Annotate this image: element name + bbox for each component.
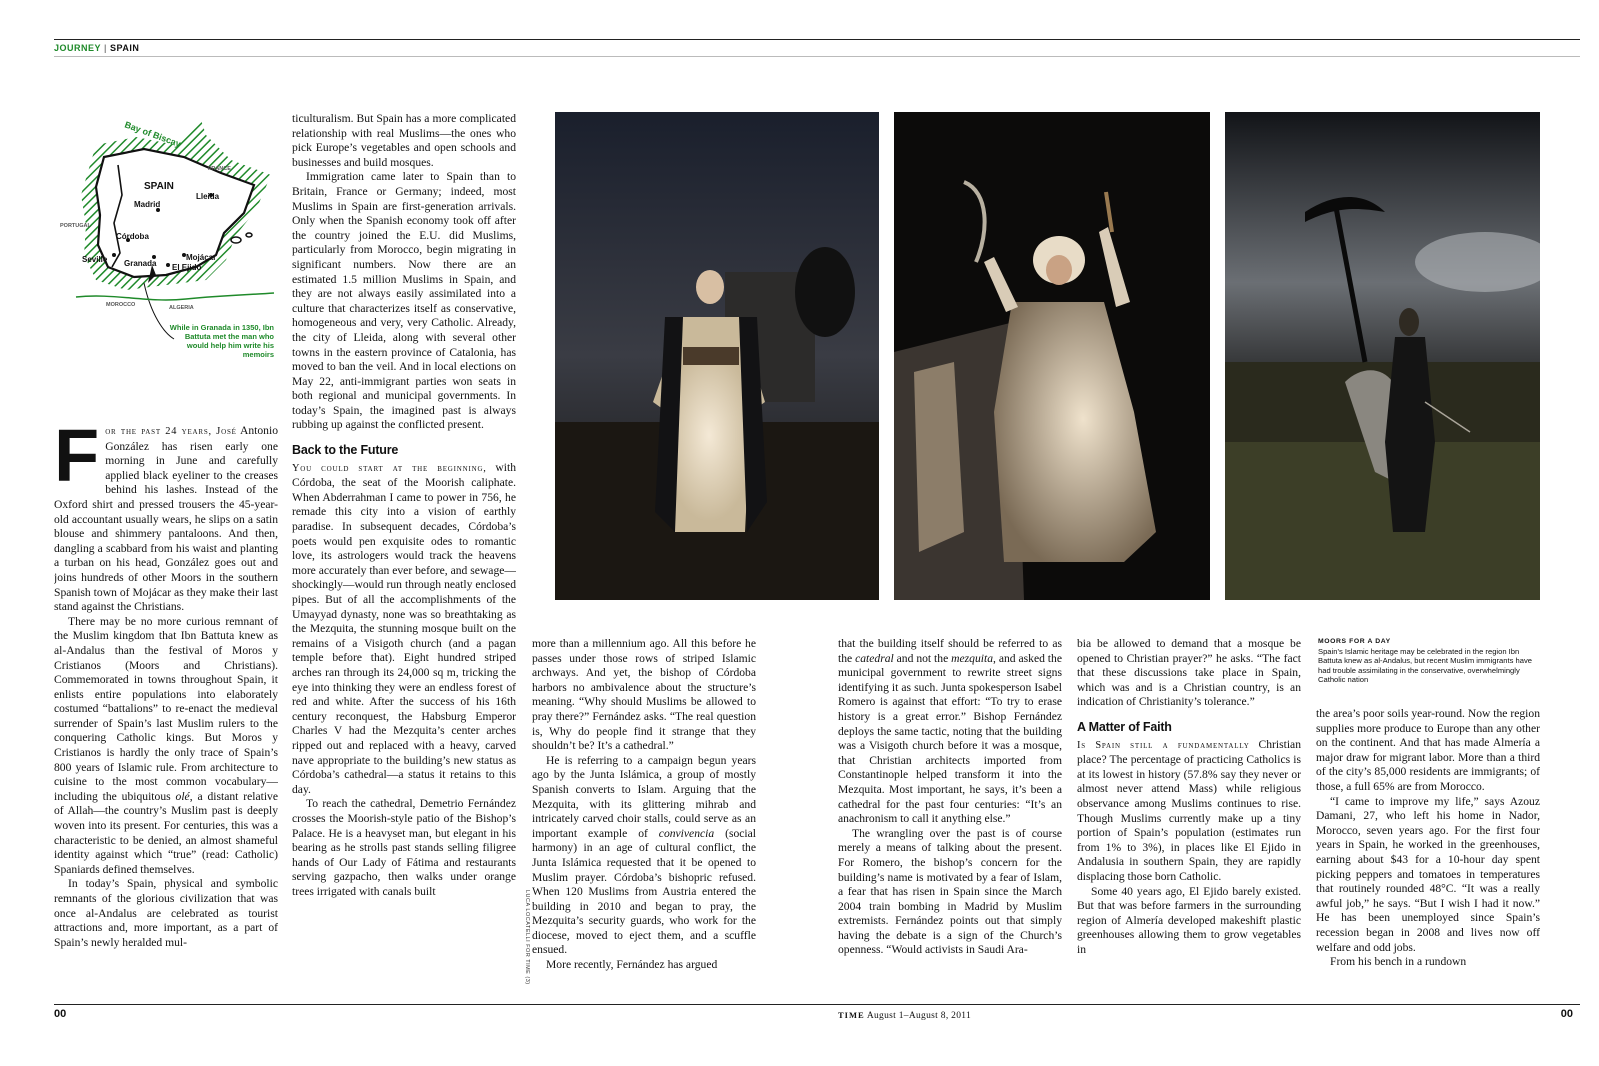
text-run: , and asked the municipal government to rewrite street signs identifying it as such. Junta spokesperson Isabel Romero is against that effort: “To try to erase history is a great error.” Bishop Fernández deploys the same tactic, noting that the building was a Visigoth church before it was a mosque, that Christian architects imported from Constantinople helped transform it into the Mezquita. Most important, he says, it’s been a cathedral for the past four centuries: “It’s an anachronism to call it anything else.”: [838, 651, 1062, 826]
drop-cap: F: [54, 424, 100, 497]
text-run: He is referring to a campaign begun years ago by the Junta Islámica, a group of mostly Spanish converts to Islam. Arguing that the Mezquita, with its glittering mihrab and intricately carved choir stalls, could serve as an important example of: [532, 753, 756, 840]
photo-image: [1225, 112, 1540, 600]
article-paragraph: [838, 637, 1062, 827]
text-run: Christian place? The percentage of practicing Catholics is at its lowest in history (57.8% say they never or almost never attend Mass) while religious observance among Muslims continues to rise. Though Muslims currently make up a tiny portion of Spain’s population (estimates run from 1% to 3%), in places like El Ejido in Andalusia in southern Spain, they are rapidly displacing those born Catholic.: [1077, 737, 1301, 883]
issue-dates: August 1–August 8, 2011: [866, 1011, 972, 1021]
article-paragraph: [532, 754, 756, 958]
kicker-separator: |: [104, 43, 108, 53]
map-label-france: FRANCE: [208, 166, 231, 172]
photo-moor-with-sword: [894, 112, 1210, 600]
text-run: (social harmony) in an age of cultural conflict, the Junta Islámica requested that it be opened to Muslim prayer. Córdoba’s bishopric refused. When 120 Muslims from Austria entered the building in 2010 and began to pray, the Mezquita’s security guards, who work for the diocese, moved to eject them, and a scuffle ensued.: [532, 826, 756, 957]
lead-in-smallcaps: Is Spain still a fundamentally: [1077, 739, 1250, 751]
map-callout: While in Granada in 1350, Ibn Battuta met the man who would help him write his memoirs: [169, 323, 274, 359]
locator-map: [56, 115, 276, 365]
article-column-3: [532, 637, 756, 1002]
map-label-ejido: El Ejido: [172, 263, 202, 272]
map-label-spain: SPAIN: [144, 181, 174, 192]
lead-in-smallcaps: You could start at the beginning,: [292, 462, 487, 474]
article-paragraph: bia be allowed to demand that a mosque be opened to Christian prayer?” he asks. “The fact that these discussions take place in Spain, which was and is a Christian country, is an indication of Christianity’s tolerance.”: [1077, 637, 1301, 709]
article-paragraph: [1077, 738, 1301, 885]
map-label-granada: Granada: [124, 259, 157, 268]
page-number-left: 00: [54, 1008, 67, 1020]
footer-dateline: [838, 1010, 971, 1021]
article-column-4: [838, 637, 1062, 1002]
map-label-morocco: MOROCCO: [106, 302, 136, 308]
article-paragraph: “I came to improve my life,” says Azouz Damani, 27, who left his home in Nador, Morocco, seven years ago. For the first four years in Spain, he worked in the greenhouses, earning about $43 for a 10-hour day spent picking peppers and tomatoes in temperatures that routinely rounded 48°C. “It was a really awful job,” he says. “But I wish I had it now.” He has been unemployed since Spain’s recession began in 2008 and lives now off welfare and odd jobs.: [1316, 794, 1540, 954]
article-paragraph: ticulturalism. But Spain has a more complicated relationship with real Muslims—the ones who pick Europe’s vegetables and open schools and businesses and build mosques.: [292, 112, 516, 169]
text-run: with Córdoba, the seat of the Moorish caliphate. When Abderrahman I came to power in 756, he remade this city into a vision of earthly paradise. In subsequent decades, Córdoba’s poets would pen exquisite odes to romantic love, its astrologers would track the heavens more accurately than ever before, and sewage—shockingly—would run through neatly enclosed pipes. But of all the accomplishments of the Umayyad dynasty, none was so breathtaking as the Mezquita, the stunning mosque built on the remains of a Visigoth church (and a pagan temple before that). Eight hundred striped arches ran through its 24,000 sq m, tricking the eye into thinking they were an endless forest of red and white. After the success of his 16th century reconquest, the Habsburg Emperor Charles V had the Mezquita’s center arches ripped out and replaced with a heavy, carved nave appropriate to the building’s new status as Córdoba’s cathedral—a status it retains to this day.: [292, 460, 516, 796]
subhead-back-to-the-future: Back to the Future: [292, 443, 399, 458]
footer-rule: [54, 1004, 1580, 1005]
photo-moor-with-horse: [1225, 112, 1540, 600]
caption-text: Spain’s Islamic heritage may be celebrated in the region Ibn Battuta knew as al-Andalus, but recent Muslim immigrants have had trouble assimilating in the conservative, overwhelmingly Catholic nation: [1318, 646, 1532, 685]
map-label-mojacar: Mojácar: [186, 253, 217, 262]
text-run: that the building itself should be referred to as the: [838, 637, 1062, 665]
photo-caption: [1318, 637, 1540, 685]
article-column-2: [292, 112, 516, 1002]
header-rule: [54, 39, 1580, 40]
article-paragraph: Some 40 years ago, El Ejido barely existed. But that was before farmers in the surrounding region of Almería developed makeshift plastic greenhouses allowing them to grow vegetables in: [1077, 884, 1301, 956]
article-paragraph: the area’s poor soils year-round. Now the region supplies more produce to Europe than any other on the continent. And that has made Almería a major draw for migrant labor. More than a third of the city’s 85,000 residents are immigrants; of those, a full 65% are from Morocco.: [1316, 707, 1540, 793]
map-dot-seville: [112, 253, 116, 257]
header-rule-secondary: [54, 56, 1580, 57]
text-run: and not the: [896, 651, 949, 665]
kicker-section: JOURNEY: [54, 43, 102, 53]
map-label-seville: Seville: [82, 255, 108, 264]
text-run: There may be no more curious remnant of the Muslim kingdom that Ibn Battuta knew as al-Andalus than the festival of Moros y Cristianos (Moors and Christians). Commemorated in towns throughout Spain, it enlists entire populations into elaborately costumed “battalions” to re-enact the medieval surrender of Spain’s last Muslim rulers to the conquering Catholic kings. But Moros y Cristianos is hardly the only trace of Spain’s 800 years of Islamic rule. From architecture to cuisine to the most common vocabulary—including the ubiquitous: [54, 614, 278, 803]
article-paragraph: Immigration came later to Spain than to Britain, France or Germany; indeed, most Muslims in Spain are first-generation arrivals. Only when the Spanish economy took off after the country joined the E.U. did Muslims, particularly from Morocco, begin migrating in significant numbers. Now there are an estimated 1.5 million Muslims in Spain, and they are not always easily assimilated into a culture that characterizes itself as conservative, homogeneous and very, very Catholic. Already, the city of Lleida, along with several other towns in the eastern province of Catalonia, has moved to ban the veil. And in local elections on May 22, anti-immigrant parties won seats in both regional and municipal governments. In today’s Spain, the imagined past is always rubbing up against the conflicted present.: [292, 170, 516, 432]
article-paragraph: The wrangling over the past is of course merely a means of talking about the present. For Romero, the bishop’s concern for the building’s name is motivated by a fear of Islam, a fear that has risen in Spain since the March 2004 train bombing in Madrid by Muslim extremists. Fernández points out that simply having the debate is a sign of the Church’s openness. “Would activists in Saudi Ara-: [838, 826, 1062, 957]
article-column-5: [1077, 637, 1301, 1002]
subhead-a-matter-of-faith: A Matter of Faith: [1077, 719, 1172, 734]
article-paragraph: From his bench in a rundown: [1330, 955, 1467, 969]
article-paragraph: More recently, Fernández has argued: [546, 958, 718, 972]
text-run: , a distant relative of Allah—the country’s Muslim past is deeply woven into its present. For centuries, this was a characteristic to be denied, an almost shameful identity against which “true” (read: Catholic) Spaniards defined themselves.: [54, 789, 278, 876]
italic-term: convivencia: [658, 826, 715, 840]
map-label-bay: Bay of Biscay: [123, 119, 183, 150]
photo-image: [555, 112, 879, 600]
map-label-cordoba: Córdoba: [116, 232, 149, 241]
article-column-6: [1316, 707, 1540, 1002]
magazine-name: TIME: [838, 1010, 865, 1020]
lead-text: Antonio González has risen early one morning in June and carefully applied black eyeliner to the creases behind his lashes. Instead of the Oxford shirt and pressed trousers the 45-year-old accountant usually wears, he slips on a satin blouse and shimmery pantaloons. And then, dangling a scabbard from his waist and planting a turban on his head, González goes out and joins hundreds of other Moors in the southern Spanish town of Mojácar as they make their last stand against the Christians.: [54, 424, 278, 614]
italic-term: mezquita: [951, 651, 994, 665]
photo-image: [894, 112, 1210, 600]
photo-moor-standing: [555, 112, 879, 600]
caption-heading: MOORS FOR A DAY: [1318, 638, 1391, 645]
italic-term: olé: [175, 789, 190, 803]
article-paragraph: [292, 461, 516, 798]
page-number-right: 00: [1560, 1008, 1573, 1020]
photo-credit: LUCA LOCATELLI FOR TIME (3): [524, 890, 530, 985]
lead-in-smallcaps: or the past 24 years, José: [105, 426, 237, 437]
map-dot-ejido: [166, 263, 170, 267]
map-label-lleida: Lleida: [196, 192, 220, 201]
section-kicker: [54, 43, 139, 53]
italic-term: catedral: [855, 651, 894, 665]
article-paragraph: more than a millennium ago. All this before he passes under those rows of striped Islamic archways. And yet, the bishop of Córdoba harbors no ambivalence about the structure’s meaning. “Why should Muslims be allowed to pray there?” Fernández asks. “The real question is, Why do people find it strange that they shouldn’t be? It’s a cathedral.”: [532, 637, 756, 753]
map-label-portugal: PORTUGAL: [60, 223, 91, 229]
article-paragraph: [54, 615, 278, 878]
map-label-algeria: ALGERIA: [169, 305, 194, 311]
article-column-1: [54, 424, 278, 1002]
article-paragraph: In today’s Spain, physical and symbolic remnants of the glorious civilization that was once al-Andalus are celebrated as tourist attractions and, more important, as a part of Spain’s newly heralded mul-: [54, 877, 278, 949]
kicker-subsection: SPAIN: [110, 43, 140, 53]
article-paragraph: To reach the cathedral, Demetrio Fernández crosses the Moorish-style patio of the Bishop’s Palace. He is a heavyset man, but elegant in his bearing as he strolls past stands selling filigree hands of Our Lady of Fátima and restaurants serving gazpacho, then walks under orange trees irrigated with canals built: [292, 797, 516, 898]
map-label-madrid: Madrid: [134, 200, 161, 209]
